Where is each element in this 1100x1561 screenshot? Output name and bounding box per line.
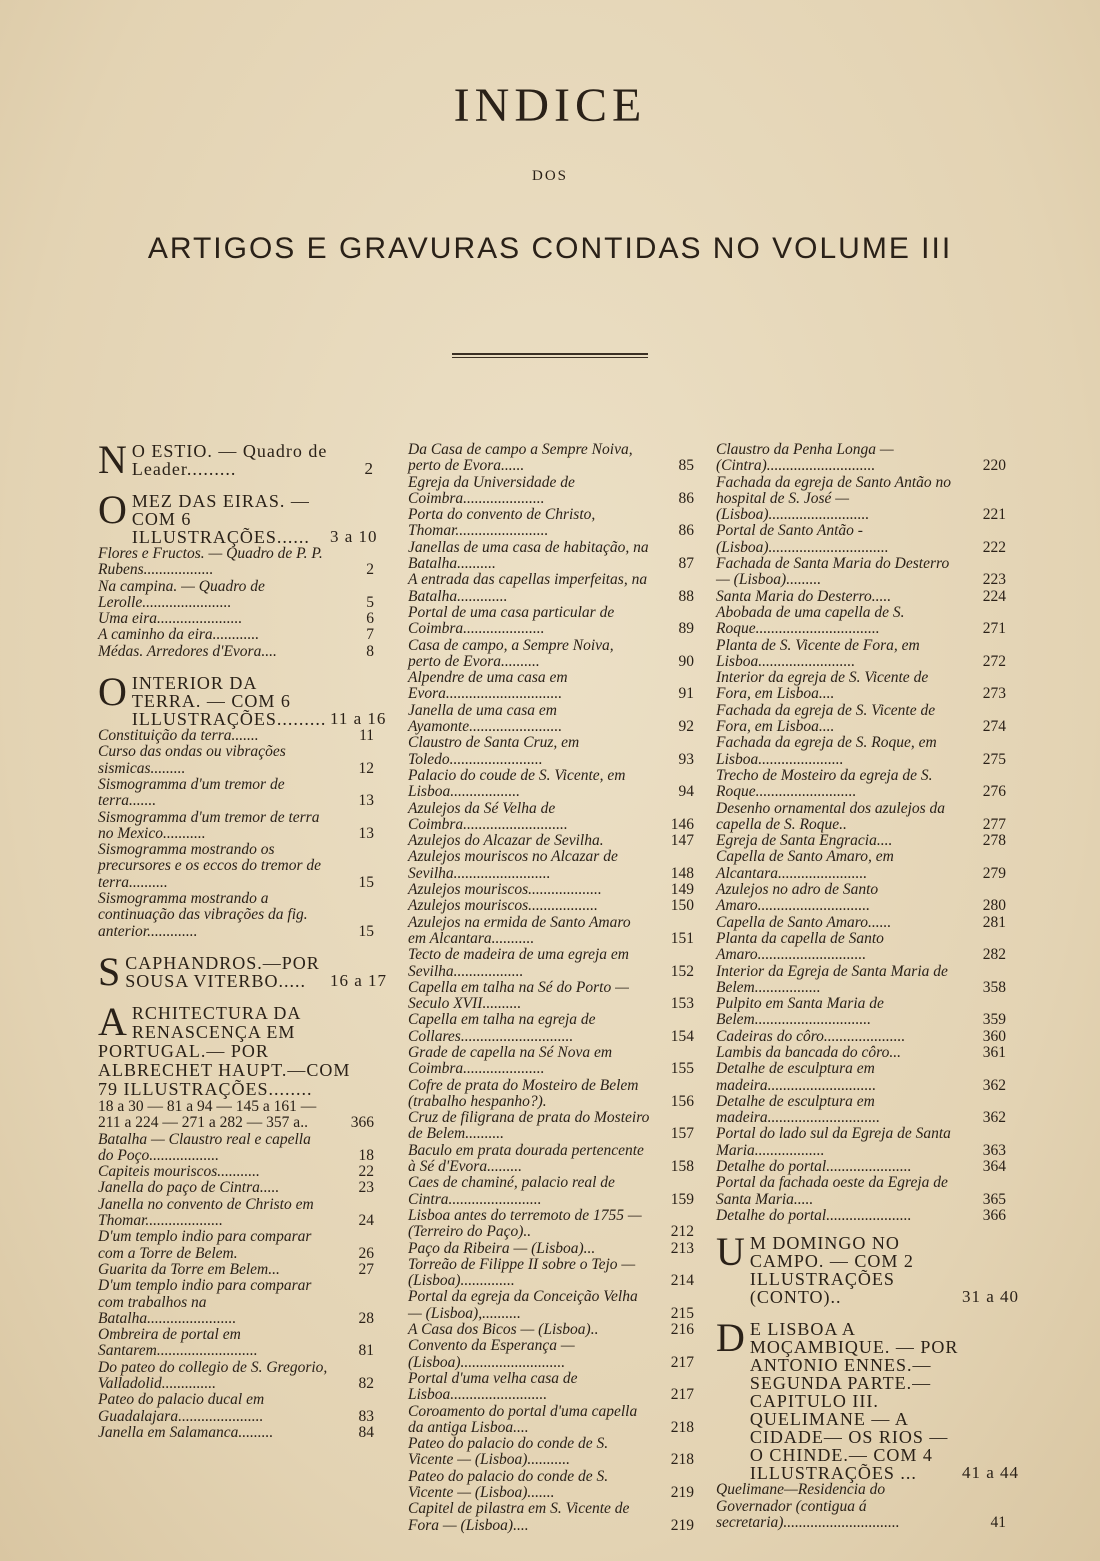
entry-title: Desenho ornamental dos azulejos da capella de S. Roque.. (716, 799, 946, 833)
page-number: 87 (678, 555, 694, 573)
entry-title: Planta de S. Vicente de Fora, em Lisboa......................... (716, 636, 920, 670)
index-entry (716, 833, 1006, 849)
index-entry (716, 1094, 1006, 1127)
page-number: 158 (670, 1158, 694, 1176)
index-entry (408, 507, 694, 540)
entry-title: Alpendre de uma casa em Evora.............................. (408, 669, 568, 703)
entry-title: Baculo em prata dourada pertencente à Sé d'Evora......... (408, 1141, 644, 1176)
page-number: 362 (982, 1076, 1006, 1094)
section-interior-da-terra (98, 669, 387, 940)
index-entry (716, 1126, 1006, 1159)
index-column-2 (408, 442, 694, 1534)
index-entry (716, 1175, 1006, 1208)
section-title: MEZ DAS EIRAS. — COM 6 ILLUSTRAÇÕES...... (131, 491, 310, 547)
title-rule (452, 353, 648, 358)
section-no-estio (98, 437, 374, 482)
entry-title: Detalhe do portal...................... (716, 1206, 912, 1224)
entry-title: Interior da Egreja de Santa Maria de Belem................. (716, 962, 948, 996)
index-entry (408, 540, 694, 573)
page-number: 11 a 16 (330, 709, 387, 729)
entry-title: Egreja de Santa Engracia.... (716, 832, 893, 850)
entry-title: Capella de Santo Amaro, em Alcantara....................... (716, 848, 894, 882)
page-number: 147 (670, 832, 694, 850)
page-ranges: 18 a 30 — 81 a 94 — 145 a 161 — 211 a 224 — 271 a 282 — 357 a.. 366 (98, 1097, 374, 1132)
index-entry (408, 882, 694, 898)
index-entry (408, 1257, 694, 1290)
drop-cap: O (98, 669, 128, 715)
index-entry (408, 605, 694, 638)
entry-title: Azulejos no adro de Santo Amaro............................. (716, 881, 879, 915)
entry-title: Fachada da egreja de S. Roque, em Lisboa...................... (716, 734, 937, 768)
index-entry (408, 1110, 694, 1143)
page-number: 219 (670, 1484, 694, 1501)
entry-title: Grade de capella na Sé Nova em Coimbra..................... (408, 1043, 613, 1078)
index-entry (408, 703, 694, 736)
entry-title: Azulejos mouriscos................... (408, 881, 602, 899)
index-entry (408, 898, 694, 914)
index-entry: Janella em Salamanca......... 84 (98, 1423, 374, 1441)
section-mez-das-eiras (98, 487, 378, 660)
entry-list (716, 442, 1006, 1224)
section-title: RCHITECTURA DA RENASCENÇA EM PORTUGAL.— POR ALBRECHET HAUPT.—COM 79 ILLUSTRAÇÕES........ (98, 1002, 351, 1099)
entry-title: Convento da Esperança — (Lisboa)........................... (408, 1337, 575, 1371)
entry-title: Lisboa antes do terremoto de 1755 — (Terreiro do Paço).. (408, 1206, 642, 1241)
index-entry: Médas. Arredores d'Evora.... 8 (98, 642, 374, 660)
entry-title: Janellas de uma casa de habitação, na Batalha.......... (408, 538, 649, 573)
entry-title: Fachada de Santa Maria do Desterro — (Lisboa)......... (716, 555, 950, 589)
page-number: 16 a 17 (330, 970, 388, 990)
page-number: 278 (982, 832, 1006, 850)
page-number: 41 a 44 (962, 1463, 1020, 1483)
page-number: 91 (678, 685, 694, 703)
index-entry (716, 801, 1006, 834)
page-number: 217 (670, 1353, 694, 1371)
entry-title: Interior da egreja de S. Vicente de Fora, em Lisboa.... (716, 669, 929, 703)
index-entry: Uma eira...................... 6 (98, 610, 374, 628)
index-entry: Constituição da terra....... 11 (98, 727, 374, 745)
page-number: 214 (670, 1272, 694, 1290)
index-entry (716, 638, 1006, 671)
page-number: 360 (982, 1027, 1006, 1045)
drop-cap: U (716, 1229, 746, 1275)
entry-title: Abobada de uma capella de S. Roque................................ (716, 603, 905, 638)
index-entry (716, 1029, 1006, 1045)
index-entry (716, 735, 1006, 768)
page-number: 280 (982, 897, 1006, 915)
index-entry (408, 1469, 694, 1502)
page-title: INDICE (453, 79, 647, 132)
index-entry (716, 882, 1006, 915)
page-number: 3 a 10 (330, 527, 378, 546)
index-entry (408, 1241, 694, 1257)
page-number: 224 (982, 587, 1006, 605)
page-number: 223 (982, 571, 1006, 589)
page-number: 218 (670, 1418, 694, 1436)
page-number: 89 (678, 620, 694, 638)
index-entry (408, 442, 694, 475)
index-entry: Sismogramma d'um tremor de terra no Mexico........... 13 (98, 808, 374, 842)
page-number: 364 (982, 1158, 1006, 1176)
entry-title: Azulejos na ermida de Santo Amaro em Alcantara........... (408, 913, 631, 947)
entry-title: Detalhe de esculptura em madeira............................ (716, 1060, 877, 1094)
page-number: 212 (670, 1223, 694, 1241)
page-number: 274 (982, 718, 1006, 736)
entry-title: Fachada da egreja de S. Vicente de Fora, em Lisboa.... (716, 701, 936, 736)
page-number: 93 (678, 750, 694, 768)
index-entry: Sismogramma d'um tremor de terra....... 13 (98, 775, 374, 810)
entry-title: Azulejos mouriscos.................. (408, 897, 598, 915)
page-number: 276 (982, 783, 1006, 801)
entry-title: Trecho de Mosteiro da egreja de S. Roque.......................... (716, 766, 933, 801)
page-number: 150 (670, 897, 694, 915)
index-entry (408, 638, 694, 671)
index-entry: Batalha — Claustro real e capella do Poço.................. 18 (98, 1130, 374, 1164)
page-number: 221 (982, 506, 1006, 524)
page-number: 213 (670, 1239, 694, 1257)
entry-title: Capella em talha na egreja de Collares............................. (408, 1011, 596, 1045)
index-entry (408, 1012, 694, 1045)
page-number: 152 (670, 962, 694, 980)
page-number: 159 (670, 1190, 694, 1208)
page-number: 271 (982, 620, 1006, 638)
index-entry: Capiteis mouriscos........... 22 (98, 1163, 374, 1181)
index-entry: Ombreira de portal em Santarem.......................... 81 (98, 1326, 374, 1360)
section-title: E LISBOA A MOÇAMBIQUE. — POR ANTONIO ENNES.—SEGUNDA PARTE.—CAPITULO III. QUELIMANE — A CIDADE— OS RIOS — O CHINDE.— COM 4 ILLUSTRAÇÕES ... (749, 1319, 959, 1484)
index-entry: D'um templo indio para comparar com trabalhos na Batalha....................... 28 (98, 1277, 374, 1327)
entry-title: Portal da fachada oeste da Egreja de Santa Maria..... (716, 1174, 948, 1208)
page-number: 217 (670, 1386, 694, 1404)
index-entry (408, 1322, 694, 1338)
page-number: 219 (670, 1516, 694, 1534)
entry-title: Capella em talha na Sé do Porto — Seculo XVII.......... (408, 978, 629, 1013)
index-entry (408, 947, 694, 980)
page-number: 275 (982, 750, 1006, 768)
entry-title: Lambis da bancada do côro... (716, 1043, 901, 1061)
index-entry: Sismogramma mostrando a continuação das vibrações da fig. anterior............. 15 (98, 890, 374, 940)
entry-title: Portal de Santo Antão - (Lisboa)............................... (716, 522, 889, 556)
section-scaphandros (98, 948, 388, 994)
page-number: 366 (982, 1206, 1006, 1224)
entry-title: Casa de campo, a Sempre Noiva, perto de Evora.......... (408, 636, 614, 670)
index-entry (716, 964, 1006, 997)
entry-title: Janella de uma casa em Ayamonte........................ (408, 701, 563, 736)
entry-title: Tecto de madeira de uma egreja em Sevilha.................. (408, 946, 629, 980)
page-number: 148 (670, 864, 694, 882)
page-number: 273 (982, 685, 1006, 703)
index-entry (408, 1143, 694, 1176)
index-entry: Do pateo do collegio de S. Gregorio, Valladolid.............. 82 (98, 1358, 374, 1392)
section-um-domingo (716, 1229, 1020, 1308)
section-de-lisboa (716, 1315, 1020, 1531)
index-entry: Janella do paço de Cintra..... 23 (98, 1179, 374, 1197)
entry-title: Da Casa de campo a Sempre Noiva, perto de Evora...... (408, 441, 633, 475)
index-entry (408, 1371, 694, 1404)
entry-title: Claustro de Santa Cruz, em Toledo........................ (408, 734, 580, 768)
index-entry (716, 849, 1006, 882)
index-entry (716, 1159, 1006, 1175)
index-entry: Pateo do palacio ducal em Guadalajara...................... 83 (98, 1391, 374, 1425)
index-column-1 (98, 437, 388, 1455)
entry-title: Pulpito em Santa Maria de Belem.............................. (716, 995, 884, 1029)
page-subtitle: ARTIGOS E GRAVURAS CONTIDAS NO VOLUME III (147, 232, 953, 265)
entry-title: Azulejos da Sé Velha de Coimbra........................... (408, 799, 568, 833)
page-number: 215 (670, 1304, 694, 1322)
page-number: 151 (670, 929, 694, 947)
index-entry: A caminho da eira............ 7 (98, 626, 374, 644)
page-number: 94 (678, 783, 694, 801)
page-number: 153 (670, 995, 694, 1013)
index-entry (408, 768, 694, 801)
index-entry (408, 1078, 694, 1111)
entry-title: Azulejos do Alcazar de Sevilha. (408, 832, 604, 850)
index-entry (716, 931, 1006, 964)
entry-title: Cadeiras do côro..................... (716, 1027, 906, 1045)
index-entry (716, 523, 1006, 556)
index-entry: D'um templo indio para comparar com a Torre de Belem. 26 (98, 1228, 374, 1262)
index-entry: Curso das ondas ou vibrações sismicas......... 12 (98, 743, 374, 777)
page-number: 146 (670, 815, 694, 833)
entry-title: Palacio do coude de S. Vicente, em Lisboa.................. (408, 766, 626, 801)
index-entry (716, 1045, 1006, 1061)
page-number: 218 (670, 1451, 694, 1469)
page-number: 359 (982, 1011, 1006, 1029)
entry-title: Santa Maria do Desterro..... (716, 587, 892, 605)
index-entry (716, 1061, 1006, 1094)
index-entry (408, 1289, 694, 1322)
index-entry (408, 1501, 694, 1534)
index-entry (716, 1208, 1006, 1224)
entry-title: Portal de uma casa particular de Coimbra..................... (408, 603, 615, 638)
index-entry (408, 833, 694, 849)
index-entry (716, 589, 1006, 605)
index-entry (408, 670, 694, 703)
entry-title: Paço da Ribeira — (Lisboa)... (408, 1239, 596, 1257)
page-number: 279 (982, 864, 1006, 882)
page-number: 363 (982, 1141, 1006, 1159)
drop-cap: A (98, 998, 128, 1044)
page-number: 361 (982, 1043, 1006, 1061)
entry-title: Cruz de filigrana de prata do Mosteiro de Belem.......... (408, 1109, 650, 1143)
page-number: 85 (678, 457, 694, 475)
index-entry (716, 703, 1006, 736)
entry-title: Egreja da Universidade de Coimbra..................... (408, 473, 575, 507)
page-number: 216 (670, 1321, 694, 1339)
entry-title: Detalhe de esculptura em madeira............................. (716, 1092, 881, 1127)
page-number: 277 (982, 815, 1006, 833)
index-entry (408, 1436, 694, 1469)
page-number: 2 (364, 459, 374, 478)
page-number: 86 (678, 522, 694, 540)
entry-title: Capitel de pilastra em S. Vicente de Fora — (Lisboa).... (408, 1500, 630, 1534)
entry-title: Pateo do palacio do conde de S. Vicente — (Lisboa)....... (408, 1467, 609, 1501)
entry-title: Coroamento do portal d'uma capella da antiga Lisboa.... (408, 1402, 638, 1436)
entry-title: Azulejos mouriscos no Alcazar de Sevilha......................... (408, 848, 618, 882)
index-entry (716, 670, 1006, 703)
page-number: 272 (982, 652, 1006, 670)
index-entry (408, 475, 694, 508)
entry-title: A Casa dos Bicos — (Lisboa).. (408, 1321, 599, 1339)
index-entry (408, 735, 694, 768)
entry-title: Portal do lado sul da Egreja de Santa Maria.................. (716, 1125, 951, 1159)
page-number: 90 (678, 652, 694, 670)
index-entry (408, 1208, 694, 1241)
index-entry (716, 768, 1006, 801)
subtitle-dos: DOS (531, 168, 568, 184)
page-number: 88 (678, 587, 694, 605)
page-number: 149 (670, 881, 694, 899)
index-entry: Guarita da Torre em Belem... 27 (98, 1260, 374, 1278)
page-number: 31 a 40 (962, 1287, 1020, 1307)
index-entry (408, 572, 694, 605)
index-entry (716, 605, 1006, 638)
index-entry (716, 556, 1006, 589)
index-entry (716, 442, 1006, 475)
page-number: 154 (670, 1027, 694, 1045)
page-number: 281 (982, 913, 1006, 931)
index-entry (408, 1175, 694, 1208)
section-architectura (98, 998, 374, 1441)
entry-title: Portal d'uma velha casa de Lisboa......................... (408, 1369, 578, 1404)
drop-cap: O (98, 487, 128, 532)
index-entry (408, 1404, 694, 1437)
page-number: 222 (982, 538, 1006, 556)
index-entry (716, 996, 1006, 1029)
section-title: CAPHANDROS.—POR SOUSA VITERBO..... (125, 952, 320, 991)
index-entry (408, 1338, 694, 1371)
entry-title: A entrada das capellas imperfeitas, na Batalha............. (408, 571, 648, 605)
entry-title: Portal da egreja da Conceição Velha — (Lisboa),.......... (408, 1288, 638, 1322)
index-entry: Flores e Fructos. — Quadro de P. P. Rubens.................. 2 (98, 545, 374, 579)
index-entry (408, 849, 694, 882)
entry-title: Cofre de prata do Mosteiro de Belem (trabalho hespanho?). (408, 1076, 639, 1110)
entry-title: Caes de chaminé, palacio real de Cintra........................ (408, 1174, 615, 1208)
page-number: 155 (670, 1060, 694, 1078)
entry-title: Detalhe do portal...................... (716, 1158, 912, 1176)
index-entry: Quelimane—Residencia do Governador (contigua á secretaria).............................. 41 (716, 1481, 1006, 1531)
drop-cap: D (716, 1315, 746, 1361)
index-column-3 (716, 441, 1020, 1545)
section-title: INTERIOR DA TERRA. — COM 6 ILLUSTRAÇÕES......... (131, 673, 327, 730)
entry-title: Pateo do palacio do conde de S. Vicente — (Lisboa)........... (408, 1435, 609, 1469)
page-number: 365 (982, 1190, 1006, 1208)
page-number: 282 (982, 946, 1006, 964)
index-entry (408, 980, 694, 1013)
entry-title: Torreão de Filippe II sobre o Tejo — (Lisboa).............. (408, 1255, 636, 1290)
page-number: 220 (982, 457, 1006, 475)
page-number: 156 (670, 1092, 694, 1110)
index-entry: Janella no convento de Christo em Thomar.................... 24 (98, 1195, 374, 1230)
index-entry (408, 801, 694, 834)
section-title: O ESTIO. — Quadro de Leader......... (131, 441, 328, 479)
page-number: 362 (982, 1109, 1006, 1127)
entry-title: Claustro da Penha Longa — (Cintra)............................ (716, 441, 894, 475)
index-entry (716, 915, 1006, 931)
section-title: M DOMINGO NO CAMPO. — COM 2 ILLUSTRAÇÕES (CONTO).. (749, 1233, 914, 1308)
index-entry (716, 475, 1006, 524)
index-entry (408, 915, 694, 948)
drop-cap: S (98, 948, 122, 994)
page-number: 92 (678, 718, 694, 736)
page-number: 86 (678, 489, 694, 507)
page-number: 358 (982, 978, 1006, 996)
entry-title: Capella de Santo Amaro...... (716, 913, 892, 931)
entry-title: Planta da capella de Santo Amaro............................ (716, 929, 884, 964)
index-entry (408, 1045, 694, 1078)
index-entry: Na campina. — Quadro de Lerolle....................... 5 (98, 577, 374, 611)
entry-title: Porta do convento de Christo, Thomar........................ (408, 506, 596, 540)
entry-title: Fachada da egreja de Santo Antão no hospital de S. José — (Lisboa).......................... (716, 473, 952, 524)
drop-cap: N (98, 437, 128, 482)
index-entry: Sismogramma mostrando os precursores e os eccos do tremor de terra.......... 15 (98, 841, 374, 891)
page-number: 157 (670, 1125, 694, 1143)
